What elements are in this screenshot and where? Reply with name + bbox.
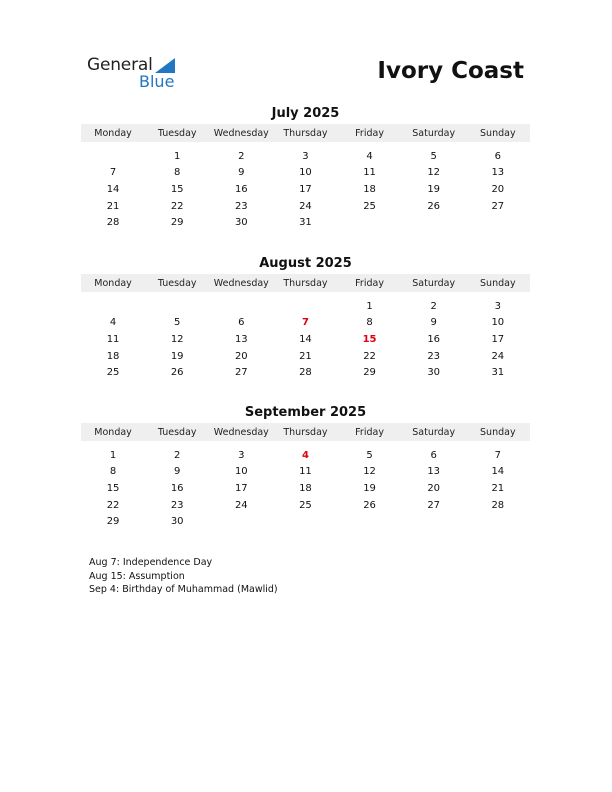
day-cell: 29: [106, 516, 120, 528]
day-cell: 11: [106, 333, 120, 345]
day-cell: 18: [106, 350, 120, 362]
week-row: [81, 315, 530, 332]
day-cell: 21: [491, 482, 505, 494]
weekday-label: Thursday: [283, 277, 328, 289]
day-cell: 30: [234, 217, 248, 229]
week-row: [81, 364, 530, 381]
day-cell: 21: [299, 350, 312, 362]
week-row: [81, 181, 530, 198]
week-row: [81, 447, 530, 464]
month-july: [81, 106, 530, 231]
month-september: [81, 405, 530, 530]
day-cell: 17: [299, 183, 312, 195]
day-cell: 10: [299, 167, 312, 179]
day-cell: 4: [109, 317, 117, 329]
week-row: [81, 513, 530, 530]
week-row: [81, 497, 530, 514]
day-cell: 6: [238, 317, 245, 329]
day-cell: 15: [106, 482, 120, 494]
weekday-label: Friday: [355, 277, 384, 289]
day-cell: 10: [234, 466, 248, 478]
day-cell: 17: [491, 333, 505, 345]
day-cell: 5: [366, 449, 373, 461]
holiday-note: Sep 4: Birthday of Muhammad (Mawlid): [89, 584, 278, 596]
weekday-label: Monday: [94, 127, 132, 139]
day-cell: 14: [106, 183, 120, 195]
day-cell: 25: [363, 200, 376, 212]
logo-text-general: General: [87, 55, 153, 75]
day-cell: 5: [174, 317, 181, 329]
day-cell: 22: [106, 499, 120, 511]
month-title: July 2025: [271, 106, 340, 121]
day-cell: 23: [170, 499, 184, 511]
day-cell: 2: [430, 300, 437, 312]
day-cell: 27: [491, 200, 505, 212]
day-cell: 13: [234, 333, 248, 345]
day-cell: 9: [238, 167, 245, 179]
weekday-label: Wednesday: [213, 127, 269, 139]
day-cell: 19: [170, 350, 184, 362]
day-cell: 3: [494, 300, 501, 312]
day-cell: 3: [302, 150, 309, 162]
week-row: [81, 298, 530, 315]
weekday-label: Tuesday: [157, 426, 197, 438]
day-cell: 12: [427, 167, 441, 179]
day-cell: 28: [106, 217, 120, 229]
day-cell: 11: [299, 466, 312, 478]
day-cell: 26: [170, 367, 184, 379]
day-cell: 20: [491, 183, 505, 195]
day-cell: 5: [430, 150, 437, 162]
day-cell: 8: [366, 317, 373, 329]
weekday-label: Monday: [94, 277, 132, 289]
day-cell: 9: [174, 466, 181, 478]
week-row: [81, 464, 530, 481]
day-cell: 2: [238, 150, 245, 162]
weekday-label: Thursday: [283, 426, 328, 438]
day-cell: 13: [491, 167, 505, 179]
day-cell: 7: [109, 167, 117, 179]
day-cell: 14: [299, 333, 312, 345]
month-august: [81, 256, 530, 381]
weekday-label: Wednesday: [213, 277, 269, 289]
day-cell: 23: [427, 350, 441, 362]
day-cell: 18: [299, 482, 312, 494]
holiday-day-cell: 15: [362, 333, 377, 345]
day-cell: 27: [234, 367, 248, 379]
day-cell: 19: [363, 482, 376, 494]
day-cell: 4: [366, 150, 373, 162]
month-title: September 2025: [244, 405, 367, 420]
weekday-label: Saturday: [412, 127, 456, 139]
day-cell: 1: [366, 300, 373, 312]
day-cell: 18: [363, 183, 376, 195]
day-cell: 11: [363, 167, 376, 179]
logo-text-blue: Blue: [139, 72, 175, 91]
weekday-label: Sunday: [480, 127, 516, 139]
week-row: [81, 348, 530, 365]
day-cell: 25: [299, 499, 312, 511]
day-cell: 26: [363, 499, 376, 511]
weekday-header-row: [81, 124, 530, 142]
week-row: [81, 198, 530, 215]
holiday-note: Aug 15: Assumption: [89, 570, 185, 582]
day-cell: 24: [234, 499, 248, 511]
week-row: [81, 165, 530, 182]
weekday-label: Friday: [355, 426, 384, 438]
day-cell: 30: [427, 367, 441, 379]
week-row: [81, 148, 530, 165]
holiday-note: Aug 7: Independence Day: [89, 557, 213, 568]
day-cell: 30: [170, 516, 184, 528]
day-cell: 28: [491, 499, 505, 511]
day-cell: 29: [363, 367, 376, 379]
month-title: August 2025: [259, 256, 352, 271]
day-cell: 20: [427, 482, 441, 494]
weekday-label: Sunday: [480, 426, 516, 438]
day-cell: 16: [427, 333, 441, 345]
weekday-header-row: [81, 274, 530, 292]
holiday-day-cell: 4: [301, 449, 309, 461]
day-cell: 12: [170, 333, 184, 345]
day-cell: 6: [494, 150, 501, 162]
week-row: [81, 331, 530, 348]
week-row: [81, 480, 530, 497]
day-cell: 8: [109, 466, 117, 478]
day-cell: 21: [106, 200, 120, 212]
day-cell: 16: [234, 183, 248, 195]
country-title: Ivory Coast: [377, 58, 524, 84]
weekday-label: Friday: [355, 127, 384, 139]
day-cell: 17: [234, 482, 248, 494]
day-cell: 27: [427, 499, 441, 511]
day-cell: 12: [363, 466, 376, 478]
day-cell: 14: [491, 466, 505, 478]
day-cell: 31: [299, 217, 312, 229]
day-cell: 3: [238, 449, 245, 461]
day-cell: 2: [174, 449, 181, 461]
weekday-label: Monday: [94, 426, 132, 438]
day-cell: 20: [234, 350, 248, 362]
day-cell: 16: [170, 482, 184, 494]
logo-triangle-icon: [155, 58, 175, 73]
weekday-label: Tuesday: [157, 277, 197, 289]
day-cell: 24: [299, 200, 312, 212]
weekday-label: Saturday: [412, 426, 456, 438]
day-cell: 25: [106, 367, 120, 379]
weekday-label: Sunday: [480, 277, 516, 289]
day-cell: 22: [363, 350, 376, 362]
day-cell: 26: [427, 200, 441, 212]
weekday-header-row: [81, 423, 530, 441]
weekday-label: Tuesday: [157, 127, 197, 139]
day-cell: 24: [491, 350, 505, 362]
holiday-day-cell: 7: [301, 317, 309, 329]
day-cell: 29: [170, 217, 184, 229]
day-cell: 23: [234, 200, 248, 212]
weekday-label: Wednesday: [213, 426, 269, 438]
weekday-label: Thursday: [283, 127, 328, 139]
day-cell: 15: [170, 183, 184, 195]
day-cell: 1: [109, 449, 117, 461]
day-cell: 10: [491, 317, 505, 329]
day-cell: 6: [430, 449, 437, 461]
day-cell: 13: [427, 466, 441, 478]
day-cell: 8: [174, 167, 181, 179]
weekday-label: Saturday: [412, 277, 456, 289]
day-cell: 7: [494, 449, 501, 461]
day-cell: 19: [427, 183, 441, 195]
day-cell: 1: [174, 150, 181, 162]
day-cell: 9: [430, 317, 437, 329]
day-cell: 31: [491, 367, 505, 379]
day-cell: 22: [170, 200, 184, 212]
generalblue-logo: [87, 55, 187, 95]
holiday-notes: [89, 556, 278, 597]
week-row: [81, 214, 530, 231]
day-cell: 28: [299, 367, 312, 379]
